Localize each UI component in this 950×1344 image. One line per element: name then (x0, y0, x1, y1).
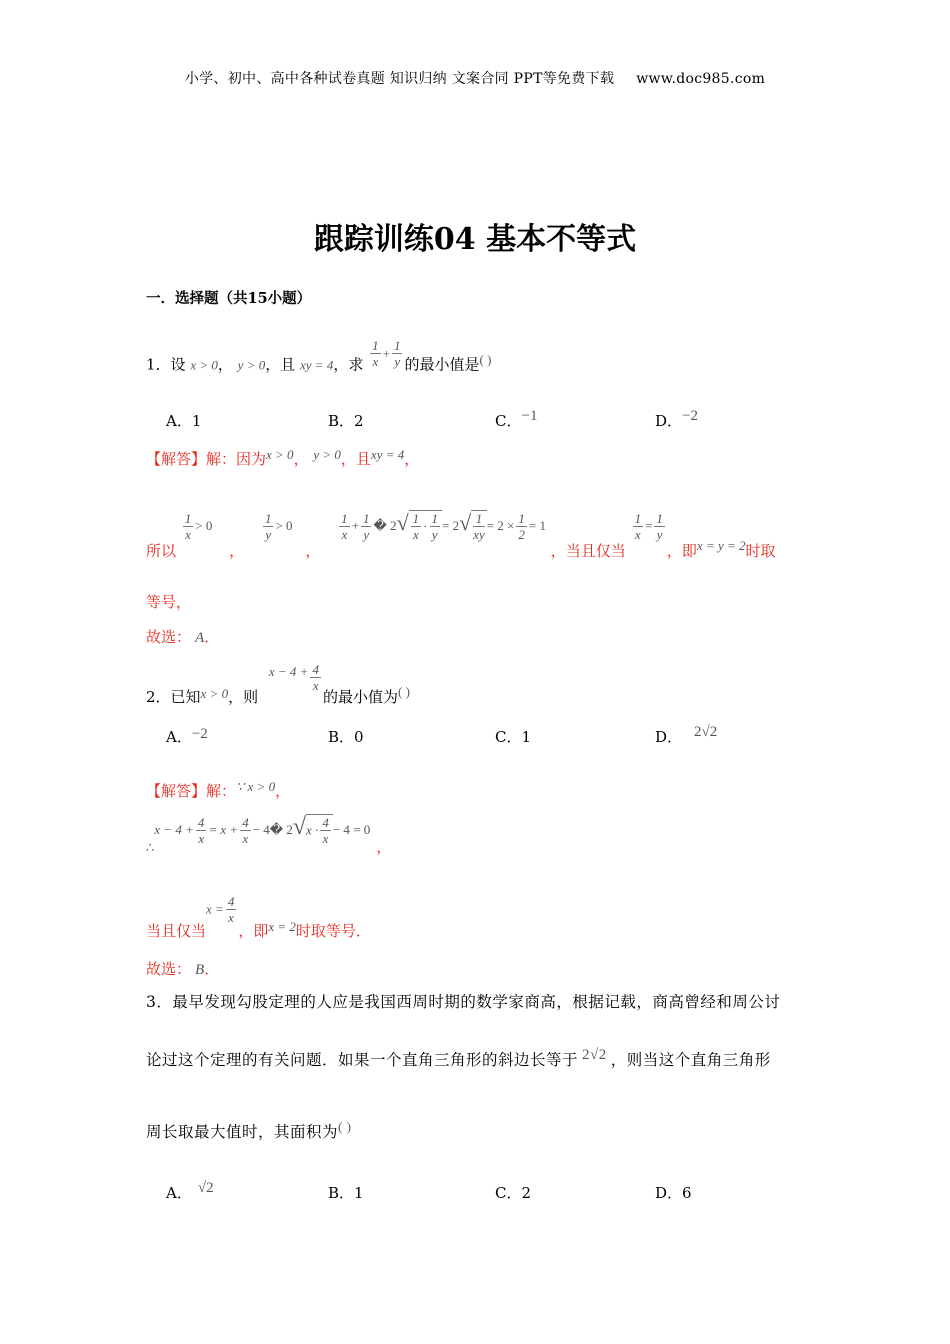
q1-frac1-num: 1 (372, 338, 379, 353)
a1-chain-plus: + (351, 518, 359, 533)
question-3-line-1: 3．最早发现勾股定理的人应是我国西周时期的数学家商高，根据记载，商高曾经和周公讨 (146, 993, 781, 1011)
a1-answer: A (195, 630, 205, 646)
q2-tail: 的最小值为 (322, 687, 398, 706)
a1-chain-fy-num: 1 (362, 510, 370, 526)
a2-f4-den: x (228, 910, 234, 925)
q1-option-d-math: −2 (682, 408, 698, 424)
a1-chain-fy-den: y (363, 526, 370, 542)
q1-frac2-num: 1 (393, 338, 401, 353)
a1-half-den: 2 (518, 526, 525, 542)
q2-option-a-label: A． (166, 728, 192, 746)
a2-f2-den: x (242, 830, 249, 846)
a2-frac-4 (226, 894, 237, 925)
a2-comma2: ， (376, 838, 392, 856)
a1-frac-half (516, 511, 527, 542)
q2-option-c[interactable]: C．1 (495, 728, 532, 746)
a1-sqrt2-body (471, 510, 487, 542)
a1-gt1: > 0 (195, 518, 213, 533)
a2-e3: − 4� 2 (252, 822, 293, 837)
a2-frac-3 (320, 815, 331, 846)
q3-line3: 周长取最大值时，其面积为 (146, 1123, 339, 1141)
a2-f3-den: x (322, 831, 329, 846)
q1-option-c[interactable] (495, 410, 537, 431)
q1-frac-1x (370, 338, 381, 369)
q3-option-d[interactable]: D．6 (655, 1184, 692, 1202)
header-site: www.doc985.com (636, 71, 766, 87)
a1-frac-1y-num: 1 (264, 510, 272, 526)
a2-e2: = x + (208, 822, 239, 837)
a1-sqrt-fy (430, 511, 441, 542)
a2-x2: x = 2 (268, 918, 296, 934)
a1-chain-geq: � 2 (373, 518, 397, 533)
question-1 (146, 338, 492, 381)
sqrt-icon: √ (459, 510, 472, 535)
a2-frac-2 (240, 815, 251, 846)
q1-option-a[interactable]: A．1 (166, 412, 202, 430)
q2-cond: x > 0 (200, 685, 229, 701)
a1-sqrt-fxy-den: xy (473, 527, 485, 542)
a1-cond-fy (654, 511, 665, 542)
q1-option-d-label: D． (655, 412, 683, 430)
a1-s2: ，且 (340, 450, 371, 468)
a1-chain-eq1: = 1 (528, 518, 546, 533)
answer-1-choice (146, 626, 219, 647)
a1-cond-eq: = (645, 518, 653, 533)
q2-paren: ( ) (397, 683, 410, 699)
a1-chain-eq2: = 2 (442, 518, 460, 533)
a1-cond-y: y > 0 (313, 447, 341, 462)
q3-option-a-label: A． (166, 1184, 192, 1202)
q1-cond-x: x > 0 (190, 357, 218, 373)
a2-sqrt-x: x · (306, 822, 319, 838)
q3-option-a[interactable] (166, 1182, 214, 1203)
q1-sep2: ，且 (265, 355, 296, 374)
q1-sep1: ， (217, 355, 233, 374)
a1-sqrt-fxy-num: 1 (473, 511, 485, 527)
a1-sqrt-fx (411, 511, 422, 542)
a1-frac-1x (183, 511, 194, 542)
a1-so: 所以 (146, 542, 177, 560)
a1-s1: ， (293, 450, 309, 468)
a1-take: 时取 (745, 542, 776, 560)
a1-chain-fx-num: 1 (341, 510, 348, 526)
a1-cond-x: x > 0 (266, 447, 294, 462)
a2-because: ∵ x > 0 (236, 779, 276, 794)
q1-tail: 的最小值是 (404, 355, 480, 374)
a2-ie: ，即 (238, 921, 269, 940)
q2-then: ，则 (228, 687, 259, 706)
a2-f1-den: x (198, 830, 204, 846)
q2-num: 2．已知 (146, 687, 201, 706)
a1-chain-times: = 2 × (486, 518, 515, 533)
a1-sqrt-fxy (473, 511, 485, 542)
answer-2-line-3 (146, 894, 371, 940)
a2-frac-1 (196, 815, 207, 846)
a1-sqrt-fx-den: x (413, 527, 419, 542)
a1-chain-frac-y (361, 511, 372, 542)
a1-tag: 【解答】解：因为 (146, 450, 267, 468)
a1-ie: ，即 (666, 542, 697, 560)
a1-frac-1y (263, 511, 274, 542)
q1-frac1-den: x (372, 354, 379, 369)
sqrt-icon: √ (396, 510, 409, 535)
question-3-line-3 (146, 1120, 351, 1142)
a1-chain-fx-den: x (341, 526, 348, 542)
q3-option-a-math: √2 (197, 1180, 214, 1196)
q1-cond-y: y > 0 (237, 357, 266, 373)
q2-frac-num: 4 (312, 662, 319, 677)
a2-choose: 故选： (146, 960, 192, 978)
q2-option-a-math: −2 (191, 726, 208, 742)
a2-f3-num: 4 (322, 815, 329, 830)
answer-1-line-3: 等号， (146, 593, 192, 611)
answer-2-line-1 (146, 780, 290, 801)
q2-frac (310, 662, 321, 693)
a1-cond-xy: xy = 4 (370, 447, 405, 462)
answer-2-choice (146, 958, 219, 979)
q2-frac-den: x (312, 678, 319, 693)
a1-sqrt-fy-num: 1 (431, 511, 438, 526)
a2-dot: ． (204, 960, 220, 978)
question-2 (146, 656, 410, 706)
q2-option-b[interactable]: B．0 (328, 728, 364, 746)
q2-option-d-label: D． (655, 728, 683, 746)
q3-line2a: 论过这个定理的有关问题．如果一个直角三角形的斜边长等于 (146, 1051, 579, 1069)
a2-tag: 【解答】解： (146, 782, 237, 800)
a1-sqrt-cdot: · (423, 518, 428, 534)
a1-gt2: > 0 (275, 518, 293, 533)
q1-option-b[interactable]: B．2 (328, 412, 364, 430)
q3-line2b: ，则当这个直角三角形 (610, 1051, 771, 1069)
q3-line2-math: 2√2 (582, 1047, 607, 1063)
a2-f1-num: 4 (197, 814, 205, 830)
sqrt-icon: √ (292, 814, 307, 840)
a1-cond-fy-num: 1 (656, 510, 663, 526)
a1-xy2: x = y = 2 (696, 538, 746, 553)
a1-choose: 故选： (146, 628, 192, 646)
q2-expr: x − 4 + (268, 663, 309, 679)
a1-comma1: ， (229, 542, 245, 560)
question-3-line-2 (146, 1048, 771, 1070)
q1-frac-1y (392, 338, 403, 369)
a2-sqrt-body (306, 814, 333, 846)
q2-option-d[interactable] (655, 726, 717, 747)
answer-1-line-2 (146, 510, 776, 560)
answer-1-line-1 (146, 448, 419, 469)
q3-option-c[interactable]: C．2 (495, 1184, 532, 1202)
a1-frac-1y-den: y (265, 526, 272, 542)
a2-take: 时取等号． (295, 921, 371, 940)
q1-option-c-math: −1 (521, 408, 538, 424)
a2-comma1: ， (275, 782, 291, 800)
q1-paren: ( ) (479, 351, 492, 367)
page-title: 跟踪训练04 基本不等式 (313, 222, 637, 257)
a1-comma2: ， (305, 542, 321, 560)
a1-cond-fy-den: y (656, 526, 663, 542)
q1-cond-xy: xy = 4 (300, 357, 334, 373)
a1-chain-frac-x (339, 511, 350, 542)
a2-e1: x − 4 + (154, 822, 194, 837)
a1-sqrt-fx-num: 1 (412, 511, 420, 526)
q2-option-a[interactable] (166, 726, 208, 747)
a2-e4: − 4 = 0 (332, 822, 371, 837)
a2-xeq: x = (206, 901, 224, 917)
q1-option-d[interactable] (655, 410, 698, 431)
q2-option-d-math: 2√2 (694, 724, 718, 740)
page-header (0, 68, 950, 88)
a1-frac-1x-num: 1 (184, 510, 192, 526)
q3-option-b[interactable]: B．1 (328, 1184, 364, 1202)
q1-sep3: ，求 (333, 355, 364, 374)
answer-2-line-2 (146, 814, 392, 856)
a1-s3: ， (404, 450, 420, 468)
a2-answer: B (195, 962, 205, 978)
a1-dot: ． (204, 628, 220, 646)
a1-frac-1x-den: x (185, 526, 191, 542)
a2-f2-num: 4 (242, 814, 249, 830)
a1-half-num: 1 (518, 510, 525, 526)
a1-sqrt-body (409, 510, 442, 542)
q1-option-c-label: C． (495, 412, 522, 430)
a1-when: ，当且仅当 (550, 542, 626, 560)
q1-num: 1．设 (146, 355, 186, 374)
header-text: 小学、初中、高中各种试卷真题 知识归纳 文案合同 PPT等免费下载 (184, 71, 615, 87)
a1-cond-fx-den: x (634, 526, 641, 542)
a1-sqrt-fy-den: y (431, 527, 438, 542)
section-heading: 一．选择题（共15小题） (146, 290, 312, 307)
q3-paren: ( ) (338, 1119, 352, 1134)
a1-cond-fx-num: 1 (634, 510, 642, 526)
q1-frac2-den: y (394, 354, 401, 369)
a2-therefore: ∴ (146, 840, 155, 855)
q1-plus: + (382, 345, 390, 361)
a1-cond-fx (633, 511, 644, 542)
a2-when: 当且仅当 (146, 921, 207, 940)
a2-f4-num: 4 (227, 894, 235, 909)
